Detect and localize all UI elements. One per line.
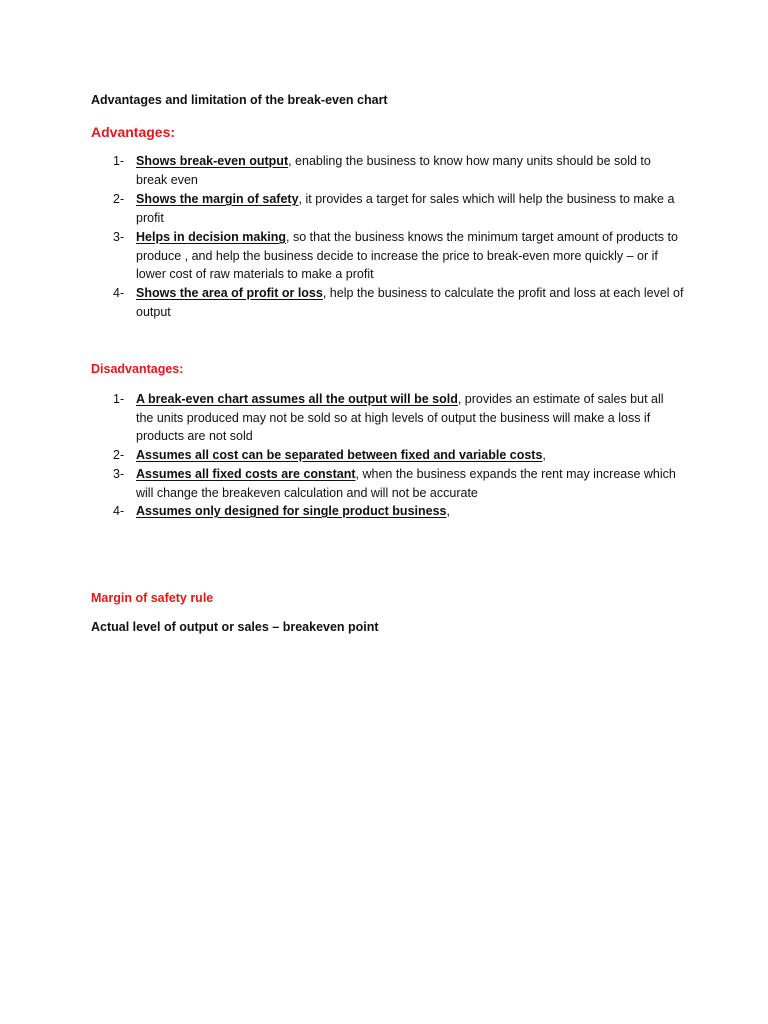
- list-item-key-phrase: Shows the margin of safety: [136, 192, 299, 206]
- list-item-explanation: , it provides a target for sales which will help the business to make a profit: [136, 192, 675, 225]
- list-item-text: [136, 152, 684, 189]
- margin-of-safety-formula: Actual level of output or sales – breakeven point: [91, 620, 379, 634]
- list-item-explanation: , so that the business knows the minimum target amount of products to produce , and help the business decide to increase the price to break-even more quickly – or if lower cost of raw materials to make a profit: [136, 230, 678, 282]
- list-item-explanation: ,: [542, 448, 546, 462]
- list-item-explanation: ,: [446, 504, 450, 518]
- list-item-number: 1-: [113, 154, 125, 168]
- list-item-number: 3-: [113, 467, 125, 481]
- list-item-number: 1-: [113, 392, 125, 406]
- margin-of-safety-heading: Margin of safety rule: [91, 591, 214, 605]
- list-item-key-phrase: Assumes all fixed costs are constant: [136, 467, 356, 481]
- list-item-text: [136, 465, 684, 502]
- list-item-key-phrase: Shows the area of profit or loss: [136, 286, 323, 300]
- list-item-text: [136, 502, 684, 521]
- list-item-key-phrase: A break-even chart assumes all the output will be sold: [136, 392, 458, 406]
- list-item-key-phrase: Shows break-even output: [136, 154, 289, 168]
- list-item-explanation: , help the business to calculate the profit and loss at each level of output: [136, 286, 684, 319]
- list-item-number: 2-: [113, 192, 125, 206]
- list-item-text: [136, 284, 684, 321]
- list-item-explanation: , when the business expands the rent may increase which will change the breakeven calculation and will not be accurate: [136, 467, 676, 500]
- list-item-number: 4-: [113, 286, 125, 300]
- list-item-number: 3-: [113, 230, 125, 244]
- list-item-key-phrase: Assumes only designed for single product business: [136, 504, 447, 518]
- advantages-heading: Advantages:: [91, 124, 176, 140]
- list-item-number: 4-: [113, 504, 125, 518]
- list-item-text: [136, 228, 684, 284]
- list-item-text: [136, 390, 684, 446]
- list-item-number: 2-: [113, 448, 125, 462]
- list-item-key-phrase: Assumes all cost can be separated between fixed and variable costs: [136, 448, 543, 462]
- list-item-explanation: , provides an estimate of sales but all the units produced may not be sold so at high levels of output the business will make a loss if products are not sold: [136, 392, 664, 444]
- list-item-key-phrase: Helps in decision making: [136, 230, 287, 244]
- list-item-text: [136, 446, 684, 465]
- list-item-explanation: , enabling the business to know how many units should be sold to break even: [136, 154, 651, 187]
- list-item-text: [136, 190, 684, 227]
- document-title: Advantages and limitation of the break-even chart: [91, 93, 388, 107]
- disadvantages-heading: Disadvantages:: [91, 362, 184, 376]
